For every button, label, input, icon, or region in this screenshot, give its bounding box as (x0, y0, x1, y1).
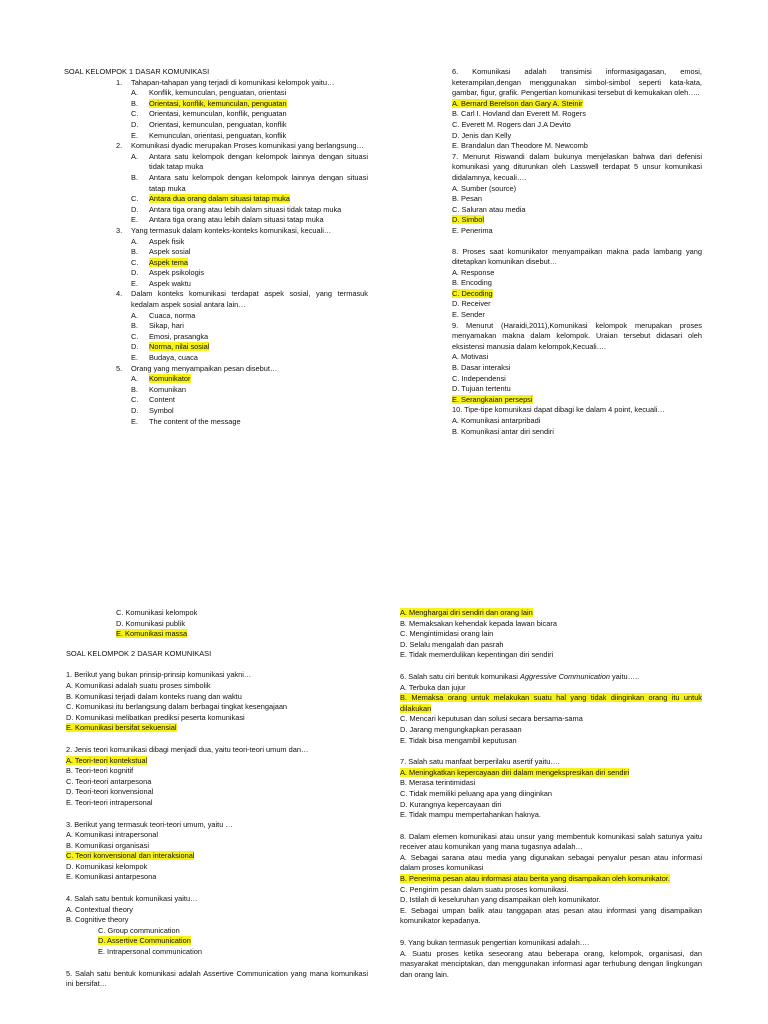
option-text: Orientasi, kemunculan, konflik, penguatan (149, 109, 287, 119)
option-letter: D. (131, 119, 139, 129)
answer-option (400, 895, 702, 906)
option-text: B. Merasa terintimidasi (400, 778, 476, 788)
option-letter: C. (131, 109, 139, 119)
option-text: D. Istilah di keseluruhan yang disampaikan oleh komunikator. (400, 895, 601, 905)
highlighted-answer: Norma, nilai sosial (149, 342, 210, 352)
option-letter: E. (131, 215, 138, 225)
option-text: D. Komunikasi melibatkan prediksi peserta komunikasi (66, 712, 245, 722)
answer-option (400, 949, 702, 981)
question-text-start: 7. Salah satu manfaat berperilaku asertif yaitu…. (400, 757, 560, 767)
answer-option (66, 766, 368, 777)
answer-option (131, 258, 368, 269)
option-text: A. Terbuka dan jujur (400, 682, 466, 692)
answer-option (66, 681, 368, 692)
answer-option (131, 332, 368, 343)
question-text: 4. Salah satu bentuk komunikasi yaitu… (66, 894, 198, 904)
answer-option (131, 120, 368, 131)
question-text: 10. Tipe-tipe komunikasi dapat dibagi ke dalam 4 point, kecuali… (452, 405, 665, 415)
spacer (400, 661, 702, 672)
answer-option (400, 693, 702, 714)
answer-option (452, 215, 702, 226)
option-text: Emosi, prasangka (149, 331, 209, 341)
answer-option (400, 789, 702, 800)
answer-option (131, 279, 368, 290)
option-letter: A. (131, 310, 138, 320)
option-body (149, 321, 368, 332)
question-text: 2. Jenis teori komunikasi dibagi menjadi dua, yaitu teori-teori umum dan… (66, 744, 309, 754)
option-text: A. Motivasi (452, 352, 489, 362)
question-text (400, 938, 702, 949)
answer-option (452, 416, 702, 427)
answer-option (452, 226, 702, 237)
spacer (400, 821, 702, 832)
option-letter: D. (131, 342, 139, 352)
question-text: 9. Menurut (Haraidi,2011),Komunikasi kelompok merupakan proses menyamakan makna dalam kelompok. Uraian tersebut didasari oleh eksistensi manusia dalam kelompok,Kecuali…. (452, 320, 702, 351)
option-text: Orientasi, kemunculan, penguatan, konflik (149, 119, 287, 129)
answer-option (131, 385, 368, 396)
option-body (149, 395, 368, 406)
option-body (149, 374, 368, 385)
spacer (66, 734, 368, 745)
answer-option (131, 321, 368, 332)
answer-option (400, 619, 702, 630)
option-body (149, 131, 368, 142)
option-text: B. Komunikasi organisasi (66, 840, 149, 850)
option-text: C. Independensi (452, 373, 506, 383)
option-text: Antara tiga orang atau lebih dalam situasi tatap muka (149, 215, 324, 225)
option-body (149, 152, 368, 173)
option-text: C. Komunikasi kelompok (116, 608, 198, 617)
answer-option (400, 714, 702, 725)
question-text-italic: Aggressive Communication (519, 671, 610, 681)
option-body (149, 385, 368, 396)
option-text: C. Pengirim pesan dalam suatu proses komunikasi. (400, 884, 569, 894)
option-text: E. Teori-teori intrapersonal (66, 797, 153, 807)
answer-option (452, 363, 702, 374)
question-number: 4. (116, 289, 123, 299)
answer-option (98, 936, 368, 947)
option-text: A. Contextual theory (66, 904, 133, 914)
option-text: A. Sumber (source) (452, 183, 517, 193)
answer-option (66, 798, 368, 809)
answer-option (131, 374, 368, 385)
spacer (452, 237, 702, 247)
answer-option (131, 311, 368, 322)
question-text: Komunikasi dyadic merupakan Proses komunikasi yang berlangsung… (131, 141, 364, 151)
answer-option (400, 853, 702, 874)
answer-option (131, 194, 368, 205)
question-text: 6. Komunikasi adalah transimisi informasigagasan, emosi, keterampilan,dengan menggunakan simbol-simbol seperti kata-kata, gambar, figur, grafik. Pengertian komunikasi tersebut di kemukakan oleh….. (452, 67, 702, 98)
answer-option (131, 109, 368, 120)
answer-option (452, 131, 702, 142)
answer-option (452, 141, 702, 152)
highlighted-answer: A. Teori-teori kontekstual (66, 755, 148, 765)
option-text: B. Teori-teori kognitif (66, 766, 134, 776)
answer-option (452, 427, 702, 438)
answer-option (131, 268, 368, 279)
option-text: E. Penerima (452, 225, 493, 235)
question-text: Dalam konteks komunikasi terdapat aspek sosial, yang termasuk kedalam aspek sosial antara lain… (131, 289, 368, 310)
answer-option (131, 342, 368, 353)
spacer (66, 958, 368, 969)
option-letter: B. (131, 384, 138, 394)
option-text: B. Pesan (452, 194, 482, 204)
option-letter: E. (131, 353, 138, 363)
option-letter: C. (131, 395, 139, 405)
option-text: D. Tujuan tertentu (452, 384, 511, 394)
option-text: Antara tiga orang atau lebih dalam situasi tidak tatap muka (149, 204, 342, 214)
highlighted-answer: E. Komunikasi bersifat sekuensial (66, 723, 177, 733)
answer-option (131, 215, 368, 226)
answer-option (66, 872, 368, 883)
highlighted-answer: Aspek tema (149, 257, 189, 267)
option-letter: A. (131, 151, 138, 161)
highlighted-answer: C. Teori konvensional dan interaksional (66, 851, 195, 861)
option-text: Budaya, cuaca (149, 353, 198, 363)
highlighted-answer: Orientasi, konflik, kemunculan, penguatan (149, 98, 287, 108)
option-text: B. Dasar interaksi (452, 363, 511, 373)
option-text: Aspek waktu (149, 278, 191, 288)
highlighted-answer: B. Penerima pesan atau informasi atau berita yang disampaikan oleh komunikator. (400, 874, 670, 884)
question (116, 289, 368, 310)
spacer (66, 640, 368, 649)
option-body (149, 194, 368, 205)
answer-option (400, 778, 702, 789)
answer-option (131, 406, 368, 417)
option-text: E. Brandalun dan Theodore M. Newcomb (452, 141, 588, 151)
question (116, 78, 368, 89)
answer-option (452, 120, 702, 131)
answer-option (131, 417, 368, 428)
option-body (149, 88, 368, 99)
question-text: 3. Berikut yang termasuk teori-teori umum, yaitu … (66, 819, 233, 829)
spacer (400, 746, 702, 757)
option-letter: B. (131, 172, 138, 182)
option-letter: D. (131, 406, 139, 415)
answer-option (400, 683, 702, 694)
option-text: D. Komunikasi kelompok (66, 861, 148, 871)
answer-option (131, 152, 368, 173)
answer-option (452, 205, 702, 216)
answer-option (131, 395, 368, 406)
option-text: C. Everett M. Rogers dan J.A Devito (452, 119, 571, 129)
answer-option (452, 352, 702, 363)
spacer (400, 927, 702, 938)
answer-option (116, 619, 368, 630)
answer-option (98, 926, 368, 937)
option-body (149, 215, 368, 226)
question-number: 5. (116, 363, 123, 373)
option-body (149, 99, 368, 110)
question-text: 5. Salah satu bentuk komunikasi adalah Assertive Communication yang mana komunikasi ini bersifat… (66, 968, 368, 989)
question-text-start: 6. Salah satu ciri bentuk komunikasi (400, 671, 520, 681)
question-number: 3. (116, 225, 123, 235)
option-text: B. Encoding (452, 278, 492, 288)
option-letter: A. (131, 88, 138, 98)
option-text: E. Sender (452, 310, 485, 320)
option-letter: C. (131, 257, 139, 267)
option-text: C. Teori-teori antarpesona (66, 776, 152, 786)
question-text (400, 832, 702, 853)
highlighted-answer: B. Memaksa orang untuk melakukan suatu hal yang tidak diinginkan orang itu untuk dilakukan (400, 693, 702, 713)
answer-option (98, 947, 368, 958)
option-body (149, 417, 368, 428)
highlighted-answer: E. Komunikasi massa (116, 629, 188, 639)
answer-option (131, 247, 368, 258)
option-letter: E. (131, 130, 138, 140)
highlighted-answer: E. Serangkaian persepsi (452, 394, 533, 404)
question-text: 8. Proses saat komunikator menyampaikan makna pada lambang yang ditetapkan komunikan disebut… (452, 246, 702, 267)
answer-option (66, 862, 368, 873)
option-text: D. Receiver (452, 299, 491, 309)
option-body (149, 311, 368, 322)
answer-option (66, 713, 368, 724)
answer-option (400, 885, 702, 896)
option-letter: E. (131, 416, 138, 426)
highlighted-answer: Antara dua orang dalam situasi tatap muka (149, 194, 290, 204)
question-text-start: 8. Dalam elemen komunikasi atau unsur yang membentuk komunikasi salah satunya yaitu receiver atau komunikan yang mana tugasnya adalah… (400, 831, 702, 852)
question-text (400, 757, 702, 768)
highlighted-answer: D. Simbol (452, 215, 485, 225)
answer-option (66, 777, 368, 788)
answer-option (400, 650, 702, 661)
option-text: Sikap, hari (149, 321, 184, 331)
answer-option (66, 723, 368, 734)
option-letter: B. (131, 98, 138, 108)
option-body (149, 279, 368, 290)
option-body (149, 268, 368, 279)
question (116, 141, 368, 152)
option-text: Komunikan (149, 384, 186, 394)
option-text: D. Teori-teori konvensional (66, 787, 154, 797)
answer-option (131, 88, 368, 99)
option-body (149, 332, 368, 343)
answer-option (66, 905, 368, 916)
option-text: Content (149, 395, 175, 405)
option-text: C. Saluran atau media (452, 204, 526, 214)
top-left-column (64, 67, 368, 427)
option-text: A. Sebagai sarana atau media yang digunakan sebagai penyalur pesan atau informasi dalam proses komunikasi (400, 852, 702, 873)
answer-option (452, 395, 702, 406)
highlighted-answer: A. Menghargai diri sendiri dan orang lain (400, 608, 533, 617)
option-text: The content of the message (149, 416, 241, 426)
answer-option (452, 374, 702, 385)
answer-option (131, 237, 368, 248)
option-text: D. Jenis dan Kelly (452, 130, 512, 140)
option-text: Cuaca, norma (149, 310, 196, 320)
option-body (149, 173, 368, 194)
highlighted-answer: A. Meningkatkan kepercayaan diri dalam mengekspresikan diri sendiri (400, 767, 630, 777)
option-text: C. Komunikasi itu berlangsung dalam berbagai tingkat kesengajaan (66, 702, 288, 712)
option-body (149, 237, 368, 248)
question-text: 7. Menurut Riswandi dalam bukunya menjelaskan bahwa dari defenisi komunikasi yang diturunkan oleh Lasswell terdapat 5 unsur komunikasi didalamnya, kecuali…. (452, 151, 702, 182)
option-text: E. Tidak mampu mempertahankan haknya. (400, 810, 541, 820)
answer-option (131, 99, 368, 110)
option-text: A. Komunikasi intrapersonal (66, 830, 159, 840)
answer-option (452, 184, 702, 195)
question (116, 226, 368, 237)
option-letter: A. (131, 236, 138, 246)
answer-option (400, 640, 702, 651)
option-text: C. Mengintimidasi orang lain (400, 629, 494, 639)
answer-option (66, 841, 368, 852)
answer-option (66, 830, 368, 841)
option-text: E. Intrapersonal communication (98, 947, 202, 957)
option-letter: D. (131, 204, 139, 214)
spacer (66, 883, 368, 894)
answer-option (131, 205, 368, 216)
option-text: Konflik, kemunculan, penguatan, orientasi (149, 88, 287, 98)
answer-option (400, 725, 702, 736)
option-text: B. Komunikasi terjadi dalam konteks ruang dan waktu (66, 691, 242, 701)
answer-option (452, 268, 702, 279)
highlighted-answer: D. Assertive Communication (98, 936, 191, 946)
answer-option (131, 353, 368, 364)
question-number: 2. (116, 141, 123, 151)
option-text: Kemunculan, orientasi, penguatan, konflik (149, 130, 287, 140)
option-text: D. Selalu mengalah dan pasrah (400, 639, 504, 649)
section-title: SOAL KELOMPOK 2 DASAR KOMUNIKASI (66, 648, 212, 658)
option-body (149, 109, 368, 120)
option-text: E. Tidak bisa mengambil keputusan (400, 735, 517, 745)
option-text: B. Carl I. Hovland dan Everett M. Rogers (452, 109, 586, 119)
option-text: A. Suatu proses ketika seseorang atau beberapa orang, kelompok, organisasi, dan masyarakat menciptakan, dan menggunakan informasi agar terhubung dengan lingkungan dan orang lain. (400, 948, 702, 979)
highlighted-answer: A. Bernard Berelson dan Gary A. Steinir (452, 98, 583, 108)
spacer (66, 659, 368, 670)
answer-option (452, 278, 702, 289)
option-text: Antara satu kelompok dengan kelompok lainnya dengan situasi tatap muka (149, 172, 368, 193)
question-text-end: yaitu….. (609, 671, 640, 681)
option-letter: B. (131, 247, 138, 257)
option-text: A. Komunikasi antarpribadi (452, 416, 541, 425)
answer-option (452, 299, 702, 310)
answer-option (452, 109, 702, 120)
option-text: D. Kurangnya kepercayaan diri (400, 799, 502, 809)
option-text: Aspek fisik (149, 236, 185, 246)
option-letter: A. (131, 374, 138, 384)
option-body (149, 342, 368, 353)
answer-option (131, 131, 368, 142)
answer-option (452, 310, 702, 321)
answer-option (400, 629, 702, 640)
answer-option (66, 787, 368, 798)
bottom-left-column (66, 608, 368, 990)
answer-option (400, 736, 702, 747)
answer-option (452, 99, 702, 110)
option-letter: E. (131, 278, 138, 288)
option-body (149, 258, 368, 269)
answer-option (66, 692, 368, 703)
spacer (66, 809, 368, 820)
option-text: D. Komunikasi publik (116, 618, 186, 628)
option-body (149, 120, 368, 131)
answer-option (66, 915, 368, 926)
answer-option (66, 756, 368, 767)
option-text: C. Mencari keputusan dan solusi secara bersama-sama (400, 714, 583, 724)
option-letter: C. (131, 331, 139, 341)
answer-option (400, 608, 702, 619)
highlighted-answer: C. Decoding (452, 288, 493, 298)
question-text: Tahapan-tahapan yang terjadi di komunikasi kelompok yaitu… (131, 77, 335, 87)
option-text: B. Cognitive theory (66, 915, 129, 925)
answer-option (400, 768, 702, 779)
question (116, 364, 368, 375)
question-text: Orang yang menyampaikan pesan disebut… (131, 363, 278, 373)
option-text: A. Komunikasi adalah suatu proses simbolik (66, 680, 211, 690)
question-text (400, 672, 702, 683)
option-body (149, 406, 368, 417)
option-text: A. Response (452, 267, 495, 277)
option-body (149, 353, 368, 364)
option-letter: D. (131, 268, 139, 278)
option-text: Aspek psikologis (149, 268, 205, 278)
option-body (149, 247, 368, 258)
option-text: E. Komunikasi antarpesona (66, 872, 157, 882)
answer-option (452, 384, 702, 395)
option-text: D. Jarang mengungkapkan perasaan (400, 724, 522, 734)
question-text-start: 9. Yang bukan termasuk pengertian komunikasi adalah…. (400, 938, 590, 948)
question-text: Yang termasuk dalam konteks-konteks komunikasi, kecuali… (131, 225, 332, 235)
option-text: C. Tidak memiliki peluang apa yang diinginkan (400, 788, 553, 798)
bottom-right-column (400, 608, 702, 980)
option-text: B. Memaksakan kehendak kepada lawan bicara (400, 618, 557, 628)
highlighted-answer: Komunikator (149, 374, 191, 384)
answer-option (116, 608, 368, 619)
question-text: 1. Berikut yang bukan prinsip-prinsip komunikasi yakni… (66, 670, 252, 680)
answer-option (452, 194, 702, 205)
option-body (149, 205, 368, 216)
option-text: Symbol (149, 406, 174, 415)
answer-option (66, 702, 368, 713)
option-text: Antara satu kelompok dengan kelompok lainnya dengan situasi tidak tatap muka (149, 151, 368, 172)
option-text: B. Komunikasi antar diri sendiri (452, 426, 554, 436)
option-text: C. Group communication (98, 925, 180, 935)
answer-option (400, 810, 702, 821)
answer-option (452, 289, 702, 300)
answer-option (131, 173, 368, 194)
option-letter: B. (131, 321, 138, 331)
answer-option (400, 874, 702, 885)
option-text: E. Sebagai umpan balik atau tanggapan atas pesan atau informasi yang disampaikan komunikator kepadanya. (400, 905, 702, 926)
option-letter: C. (131, 194, 139, 204)
answer-option (400, 800, 702, 811)
section-title: SOAL KELOMPOK 1 DASAR KOMUNIKASI (64, 67, 210, 76)
option-text: E. Tidak memerdulikan kepentingan diri sendiri (400, 650, 554, 660)
answer-option (66, 851, 368, 862)
top-right-column (452, 67, 702, 437)
answer-option (116, 629, 368, 640)
option-text: Aspek sosial (149, 247, 191, 257)
question-number: 1. (116, 77, 123, 87)
answer-option (400, 906, 702, 927)
